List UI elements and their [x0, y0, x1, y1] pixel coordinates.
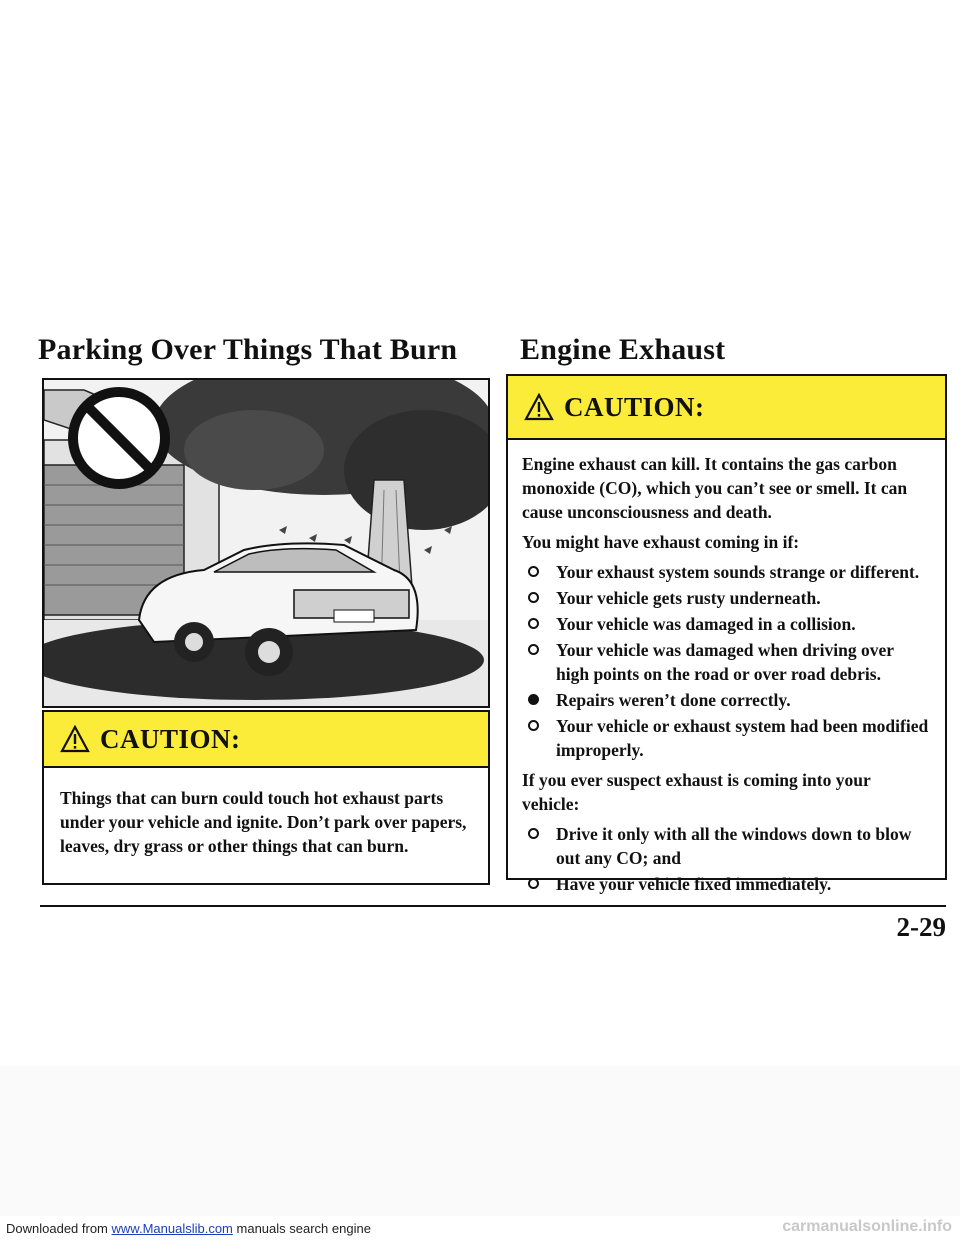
page-rule — [40, 905, 946, 907]
caution-lead-2: If you ever suspect exhaust is coming into your vehicle: — [522, 770, 871, 814]
caution-label: CAUTION: — [100, 723, 241, 754]
page-number: 2-29 — [896, 912, 946, 942]
caution-box-parking — [42, 710, 490, 885]
list-item: Have your vehicle fixed immediately. — [522, 872, 931, 896]
bullet-icon — [528, 828, 539, 839]
caution-header — [508, 376, 945, 440]
download-footer — [6, 1221, 371, 1236]
list-item: Repairs weren’t done correctly. — [522, 688, 931, 712]
bullet-icon — [528, 566, 539, 577]
caution-text — [44, 768, 488, 858]
list-item: Your vehicle was damaged when driving over high points on the road or over road debris. — [522, 638, 931, 686]
caution-intro: Engine exhaust can kill. It contains the gas carbon monoxide (CO), which you can’t see or smell. It can cause unconsciousness and death. — [522, 454, 908, 522]
watermark-text: carmanualsonline.info — [782, 1218, 952, 1235]
list-item: Your exhaust system sounds strange or different. — [522, 560, 931, 584]
bullet-icon — [528, 592, 539, 603]
caution-lead: You might have exhaust coming in if: — [522, 532, 800, 552]
warning-triangle-icon — [524, 393, 554, 421]
bullet-icon — [528, 644, 539, 655]
list-item: Drive it only with all the windows down to blow out any CO; and — [522, 822, 931, 870]
section-title-engine-exhaust: Engine Exhaust — [520, 333, 726, 366]
manualslib-link[interactable]: www.Manualslib.com — [111, 1221, 233, 1236]
caution-header — [44, 712, 488, 768]
bullet-icon — [528, 878, 539, 889]
list-item: Your vehicle or exhaust system had been modified improperly. — [522, 714, 931, 762]
parking-illustration — [42, 378, 490, 708]
caution-box-engine-exhaust — [506, 374, 947, 894]
bullet-icon — [528, 694, 539, 705]
footer-suffix: manuals search engine — [236, 1221, 371, 1236]
bullet-icon — [528, 618, 539, 629]
bottom-margin — [0, 1066, 960, 1216]
footer-prefix: Downloaded from — [6, 1221, 108, 1236]
caution-text — [508, 440, 945, 896]
list-item: Your vehicle was damaged in a collision. — [522, 612, 931, 636]
exhaust-signs-list — [522, 560, 931, 762]
list-item: Your vehicle gets rusty underneath. — [522, 586, 931, 610]
caution-paragraph: Things that can burn could touch hot exhaust parts under your vehicle and ignite. Don’t park over papers, leaves, dry grass or other things that can burn. — [60, 788, 467, 856]
section-title-parking: Parking Over Things That Burn — [38, 333, 458, 366]
top-margin — [0, 0, 960, 290]
warning-triangle-icon — [60, 725, 90, 753]
bullet-icon — [528, 720, 539, 731]
exhaust-actions-list — [522, 822, 931, 896]
caution-label: CAUTION: — [564, 391, 705, 422]
